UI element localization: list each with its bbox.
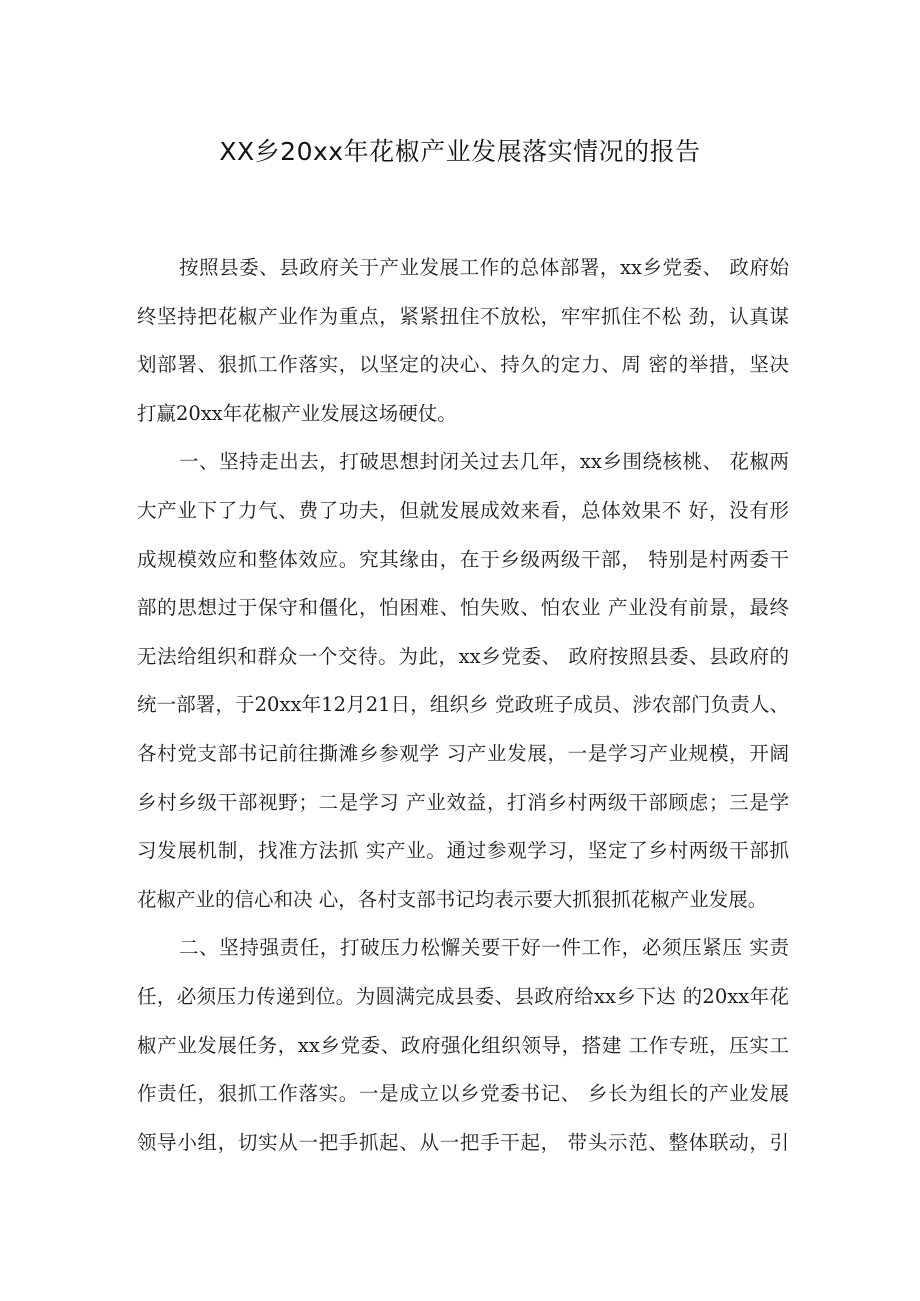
text-line: 终坚持把花椒产业作为重点，紧紧扭住不放松，牢牢抓住不松 劲，认真谋 (137, 304, 789, 328)
text-line: 大产业下了力气、费了功夫，但就发展成效来看，总体效果不 好，没有形 (137, 498, 789, 522)
document-title: XX乡20xx年花椒产业发展落实情况的报告 (219, 137, 701, 166)
text-line: 各村党支部书记前往撕滩乡参观学 习产业发展，一是学习产业规模，开阔 (137, 741, 789, 765)
document-body (137, 250, 789, 1173)
text-line: 打赢20xx年花椒产业发展这场硬仗。 (137, 401, 457, 425)
text-line: 作责任，狠抓工作落实。一是成立以乡党委书记、 乡长为组长的产业发展 (137, 1082, 789, 1106)
paragraph-intro (137, 250, 789, 444)
text-line: 领导小组，切实从一把手抓起、从一把手干起， 带头示范、整体联动，引 (137, 1130, 789, 1154)
text-line: 任，必须压力传递到位。为圆满完成县委、县政府给xx乡下达 的20xx年花 (137, 984, 789, 1008)
paragraph-section-1 (137, 444, 789, 930)
text-line: 按照县委、县政府关于产业发展工作的总体部署，xx乡党委、 政府始 (179, 256, 789, 279)
text-line: 部的思想过于保守和僵化，怕困难、怕失败、怕农业 产业没有前景，最终 (137, 596, 789, 620)
text-line: 椒产业发展任务，xx乡党委、政府强化组织领导，搭建 工作专班，压实工 (137, 1033, 789, 1057)
text-line: 花椒产业的信心和决 心，各村支部书记均表示要大抓狠抓花椒产业发展。 (137, 887, 768, 911)
text-line: 二、坚持强责任，打破压力松懈关要干好一件工作，必须压紧压 实责 (179, 936, 789, 960)
text-line: 统一部署，于20xx年12月21日，组织乡 党政班子成员、涉农部门负责人、 (137, 693, 789, 717)
text-line: 成规模效应和整体效应。究其缘由，在于乡级两级干部， 特别是村两委干 (137, 547, 789, 571)
paragraph-section-2 (137, 930, 789, 1173)
text-line: 划部署、狠抓工作落实，以坚定的决心、持久的定力、周 密的举措，坚决 (137, 353, 789, 377)
text-line: 乡村乡级干部视野；二是学习 产业效益，打消乡村两级干部顾虑；三是学 (137, 790, 789, 814)
text-line: 习发展机制，找准方法抓 实产业。通过参观学习，坚定了乡村两级干部抓 (137, 839, 789, 863)
text-line: 无法给组织和群众一个交待。为此，xx乡党委、 政府按照县委、县政府的 (137, 644, 789, 668)
text-line: 一、坚持走出去，打破思想封闭关过去几年，xx乡围绕核桃、 花椒两 (179, 450, 789, 474)
